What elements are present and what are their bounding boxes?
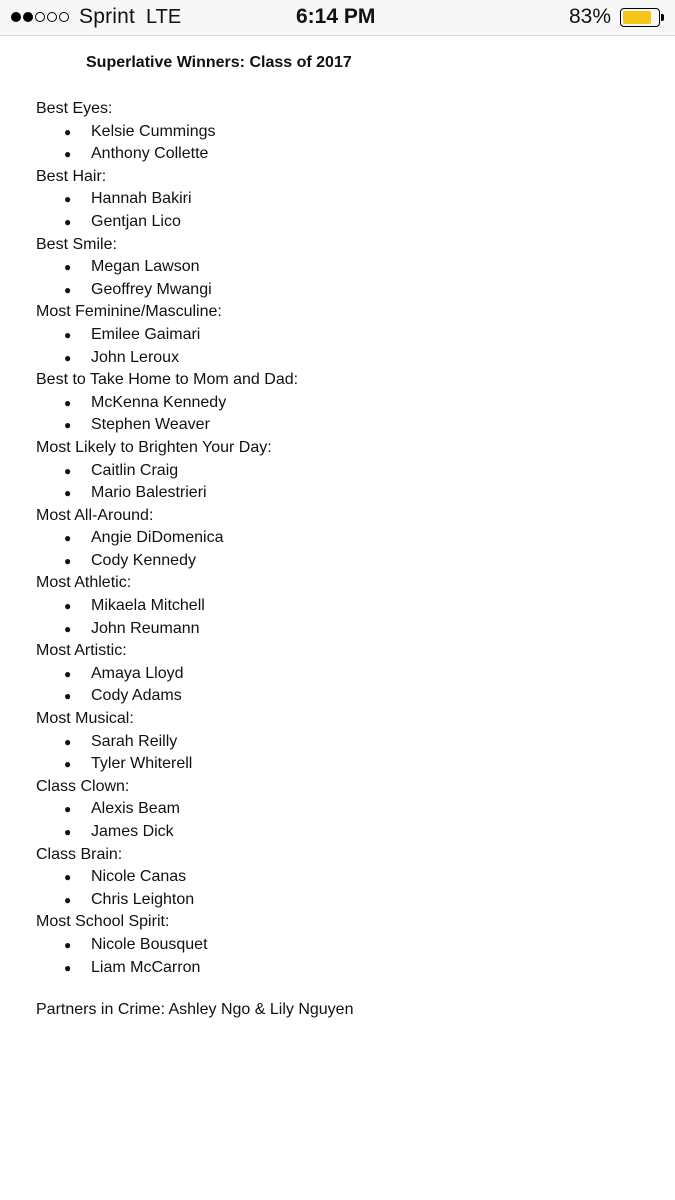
winner-name: Emilee Gaimari bbox=[91, 325, 201, 343]
winner-list-item bbox=[36, 347, 298, 370]
winner-name: Kelsie Cummings bbox=[91, 122, 216, 140]
bullet-icon: ● bbox=[64, 757, 72, 772]
winner-name: Gentjan Lico bbox=[91, 212, 181, 230]
footer-note: Partners in Crime: Ashley Ngo & Lily Nguyen bbox=[36, 1001, 354, 1018]
winner-list-item bbox=[36, 663, 298, 686]
winner-name: Anthony Collette bbox=[91, 145, 209, 163]
signal-dot-filled bbox=[11, 12, 21, 22]
winner-name: Liam McCarron bbox=[91, 958, 201, 976]
winner-list-item bbox=[36, 121, 298, 144]
bullet-icon: ● bbox=[64, 689, 72, 704]
category-heading: Most All-Around: bbox=[36, 506, 154, 524]
winner-list-item bbox=[36, 866, 298, 889]
winner-list-item bbox=[36, 324, 298, 347]
winner-name: Tyler Whiterell bbox=[91, 755, 193, 773]
winner-list-item bbox=[36, 934, 298, 957]
category-heading: Most School Spirit: bbox=[36, 913, 170, 931]
superlatives-list bbox=[36, 98, 298, 979]
signal-strength-icon bbox=[11, 12, 69, 24]
bullet-icon: ● bbox=[64, 825, 72, 839]
category-heading: Class Brain: bbox=[36, 845, 123, 863]
winner-name: Stephen Weaver bbox=[91, 416, 210, 434]
category-heading: Most Athletic: bbox=[36, 574, 132, 592]
category-heading: Most Musical: bbox=[36, 710, 134, 728]
category-heading: Best Smile: bbox=[36, 235, 117, 253]
signal-dot-empty bbox=[47, 12, 57, 22]
bullet-icon: ● bbox=[64, 147, 72, 162]
winner-name: Cody Kennedy bbox=[91, 551, 196, 569]
bullet-icon: ● bbox=[64, 327, 72, 342]
winner-list-item bbox=[36, 685, 298, 708]
winner-list-item bbox=[36, 957, 298, 980]
winner-name: Megan Lawson bbox=[91, 258, 200, 276]
winner-name: Mario Balestrieri bbox=[91, 484, 207, 502]
winner-list-item bbox=[36, 595, 298, 618]
winner-name: James Dick bbox=[91, 823, 174, 840]
winner-name: McKenna Kennedy bbox=[91, 393, 227, 411]
winner-name: John Reumann bbox=[91, 619, 200, 637]
winner-name: Angie DiDomenica bbox=[91, 529, 224, 547]
winner-list-item bbox=[36, 821, 298, 844]
bullet-icon: ● bbox=[64, 463, 72, 478]
winner-list-item bbox=[36, 527, 298, 550]
winner-list-item bbox=[36, 414, 298, 437]
bullet-icon: ● bbox=[64, 282, 72, 297]
bullet-icon: ● bbox=[64, 621, 72, 636]
bullet-icon: ● bbox=[64, 214, 72, 229]
winner-list-item bbox=[36, 460, 298, 483]
winner-name: Cody Adams bbox=[91, 687, 182, 705]
winner-list-item bbox=[36, 889, 298, 912]
battery-icon bbox=[620, 8, 660, 27]
winner-list-item bbox=[36, 482, 298, 505]
bullet-icon: ● bbox=[64, 486, 72, 501]
winner-name: Caitlin Craig bbox=[91, 461, 179, 479]
winner-list-item bbox=[36, 753, 298, 776]
network-type: LTE bbox=[146, 6, 182, 28]
battery-percentage: 83% bbox=[569, 5, 612, 28]
battery-level-fill bbox=[623, 11, 651, 24]
winner-list-item bbox=[36, 279, 298, 302]
winner-list-item bbox=[36, 211, 298, 234]
winner-list-item bbox=[36, 143, 298, 166]
bullet-icon: ● bbox=[64, 192, 72, 207]
winner-name: Alexis Beam bbox=[91, 800, 180, 818]
signal-dot-empty bbox=[59, 12, 69, 22]
winner-name: Geoffrey Mwangi bbox=[91, 280, 212, 298]
category-heading: Most Likely to Brighten Your Day: bbox=[36, 438, 272, 456]
bullet-icon: ● bbox=[64, 937, 72, 952]
winner-name: Chris Leighton bbox=[91, 890, 195, 908]
winner-list-item bbox=[36, 731, 298, 754]
winner-name: John Leroux bbox=[91, 348, 180, 366]
winner-name: Hannah Bakiri bbox=[91, 190, 192, 208]
winner-list-item bbox=[36, 618, 298, 641]
bullet-icon: ● bbox=[64, 531, 72, 546]
winner-list-item bbox=[36, 188, 298, 211]
bullet-icon: ● bbox=[64, 350, 72, 365]
carrier-name: Sprint bbox=[79, 5, 136, 28]
category-heading: Best Hair: bbox=[36, 167, 107, 185]
bullet-icon: ● bbox=[64, 666, 72, 681]
status-bar bbox=[0, 0, 675, 36]
bullet-icon: ● bbox=[64, 553, 72, 568]
bullet-icon: ● bbox=[64, 870, 72, 885]
status-time: 6:14 PM bbox=[296, 5, 376, 28]
bullet-icon: ● bbox=[64, 124, 72, 139]
bullet-icon: ● bbox=[64, 734, 72, 749]
bullet-icon: ● bbox=[64, 892, 72, 907]
winner-name: Nicole Canas bbox=[91, 868, 187, 886]
category-heading: Most Feminine/Masculine: bbox=[36, 303, 222, 321]
battery-tip bbox=[661, 14, 664, 21]
winner-name: Amaya Lloyd bbox=[91, 664, 184, 682]
bullet-icon: ● bbox=[64, 802, 72, 817]
category-heading: Most Artistic: bbox=[36, 642, 127, 660]
winner-list-item bbox=[36, 256, 298, 279]
category-heading: Best Eyes: bbox=[36, 100, 113, 117]
winner-name: Sarah Reilly bbox=[91, 732, 178, 750]
signal-dot-filled bbox=[23, 12, 33, 22]
signal-dot-empty bbox=[35, 12, 45, 22]
category-heading: Class Clown: bbox=[36, 777, 130, 795]
page-title: Superlative Winners: Class of 2017 bbox=[86, 54, 352, 71]
bullet-icon: ● bbox=[64, 599, 72, 614]
bullet-icon: ● bbox=[64, 960, 72, 975]
bullet-icon: ● bbox=[64, 418, 72, 433]
winner-list-item bbox=[36, 798, 298, 821]
winner-list-item bbox=[36, 392, 298, 415]
category-heading: Best to Take Home to Mom and Dad: bbox=[36, 371, 299, 389]
winner-name: Mikaela Mitchell bbox=[91, 597, 205, 615]
bullet-icon: ● bbox=[64, 395, 72, 410]
bullet-icon: ● bbox=[64, 260, 72, 275]
winner-name: Nicole Bousquet bbox=[91, 935, 208, 953]
winner-list-item bbox=[36, 550, 298, 573]
